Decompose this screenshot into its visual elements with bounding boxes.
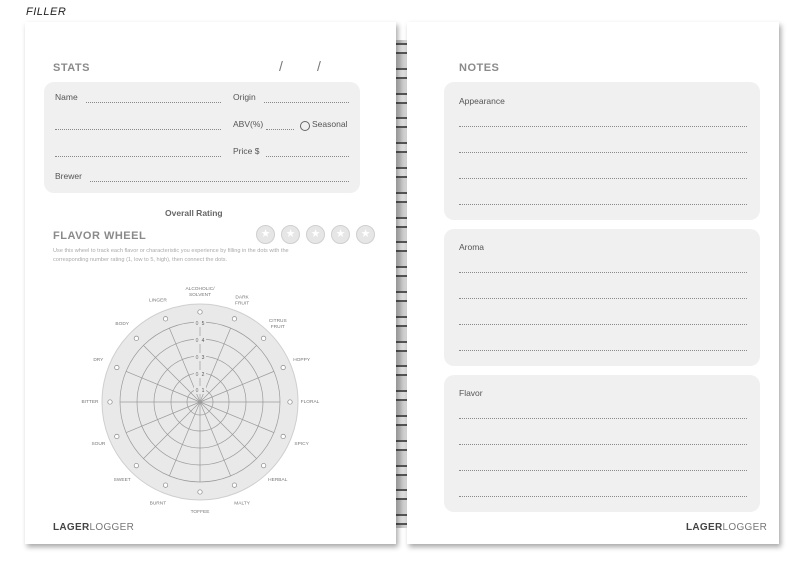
spoke-end-dot: [134, 463, 138, 467]
lagerlogger-logo-left: LAGERLOGGER: [53, 522, 135, 533]
spoke-end-dot: [288, 400, 292, 404]
scale-number: 3: [201, 355, 205, 361]
aroma-box: [444, 229, 760, 366]
scale-number: 4: [201, 338, 205, 344]
scale-mark: 0: [195, 355, 199, 361]
spoke-end-dot: [261, 336, 265, 340]
spoke-label: CITRUS FRUIT: [268, 319, 287, 331]
spoke-end-dot: [198, 490, 202, 494]
flavor-line-1[interactable]: [459, 418, 747, 419]
spoke-end-dot: [115, 434, 119, 438]
scale-mark: 0: [195, 321, 199, 327]
description-line-2: corresponding number rating (1, low to 5, high), then connect the dots.: [53, 257, 228, 263]
rating-star[interactable]: ★: [356, 225, 375, 244]
stats-page: [25, 22, 396, 544]
spoke-label: LINGER: [148, 298, 167, 304]
appearance-line-4[interactable]: [459, 204, 747, 205]
appearance-box: [444, 82, 760, 220]
spoke-end-dot: [108, 400, 112, 404]
spoke-label: ALCOHOLIC/ SOLVENT: [185, 287, 215, 299]
scale-number: 2: [201, 372, 205, 378]
spoke-label: SOUR: [91, 442, 106, 448]
spoke-end-dot: [261, 463, 265, 467]
scale-mark: 0: [195, 388, 199, 394]
rating-star[interactable]: ★: [331, 225, 350, 244]
spoke-end-dot: [232, 483, 236, 487]
spoke-end-dot: [163, 317, 167, 321]
rating-star[interactable]: ★: [281, 225, 300, 244]
appearance-line-3[interactable]: [459, 178, 747, 179]
scale-number: 5: [201, 321, 205, 327]
flavor-line-4[interactable]: [459, 496, 747, 497]
overall-rating-label: Overall Rating: [165, 208, 223, 218]
rating-star[interactable]: ★: [256, 225, 275, 244]
date-slash-2: /: [317, 58, 321, 74]
abv-label: ABV(%): [233, 119, 264, 129]
scale-mark: 0: [195, 372, 199, 378]
appearance-line-1[interactable]: [459, 126, 747, 127]
spoke-end-dot: [281, 434, 285, 438]
spoke-label: HOPPY: [293, 358, 311, 364]
scale-number: 1: [201, 388, 205, 394]
flavor-line-3[interactable]: [459, 470, 747, 471]
spoke-end-dot: [163, 483, 167, 487]
flavor-wheel[interactable]: [25, 22, 396, 544]
aroma-line-2[interactable]: [459, 298, 747, 299]
description-line-1: Use this wheel to track each flavor or characteristic you experience by filling in the dots with the: [53, 248, 289, 254]
spoke-label: DRY: [93, 358, 104, 364]
origin-label: Origin: [233, 92, 256, 102]
flavor-wheel-title: FLAVOR WHEEL: [53, 230, 147, 242]
notes-title: NOTES: [459, 62, 500, 74]
spoke-label: DARK FRUIT: [235, 295, 250, 307]
aroma-line-1[interactable]: [459, 272, 747, 273]
spoke-label: BITTER: [81, 400, 99, 406]
spoke-label: HERBAL: [268, 478, 288, 484]
date-slash-1: /: [279, 58, 283, 74]
appearance-line-2[interactable]: [459, 152, 747, 153]
spoke-end-dot: [281, 365, 285, 369]
spoke-end-dot: [115, 365, 119, 369]
spoke-end-dot: [134, 336, 138, 340]
spoke-label: MALTY: [234, 501, 250, 507]
seasonal-label: Seasonal: [312, 119, 348, 129]
brewer-label: Brewer: [55, 171, 82, 181]
aroma-title: Aroma: [459, 242, 485, 252]
spoke-label: SPICY: [294, 442, 309, 448]
spoke-label: BURNT: [149, 501, 167, 507]
stats-title: STATS: [53, 62, 90, 74]
spoke-label: SWEET: [113, 478, 131, 484]
spoke-label: TOFFEE: [190, 510, 210, 516]
appearance-title: Appearance: [459, 96, 505, 106]
header-label: FILLER: [26, 6, 67, 18]
spoke-label: FLORAL: [300, 400, 320, 406]
aroma-line-3[interactable]: [459, 324, 747, 325]
price-label: Price $: [233, 146, 260, 156]
notes-page: [407, 22, 779, 544]
rating-star[interactable]: ★: [306, 225, 325, 244]
spoke-end-dot: [198, 310, 202, 314]
flavor-box: [444, 375, 760, 512]
spoke-end-dot: [232, 317, 236, 321]
lagerlogger-logo-right: LAGERLOGGER: [686, 522, 768, 533]
name-label: Name: [55, 92, 78, 102]
spoke-label: BODY: [115, 322, 130, 328]
flavor-line-2[interactable]: [459, 444, 747, 445]
scale-mark: 0: [195, 338, 199, 344]
flavor-title: Flavor: [459, 388, 483, 398]
aroma-line-4[interactable]: [459, 350, 747, 351]
